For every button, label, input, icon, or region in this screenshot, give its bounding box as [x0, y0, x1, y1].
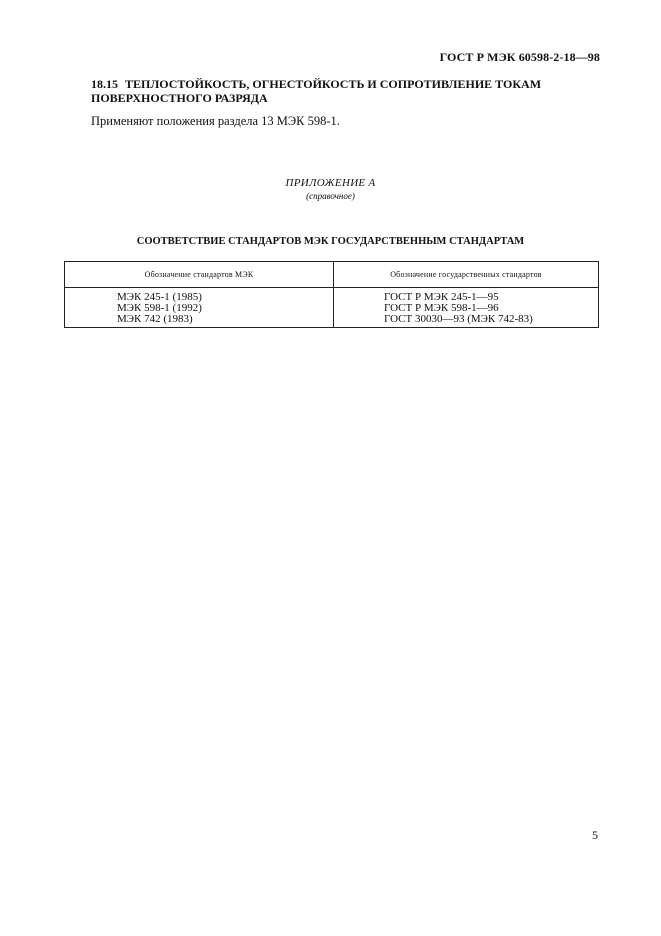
table-title: СООТВЕТСТВИЕ СТАНДАРТОВ МЭК ГОСУДАРСТВЕННЫМ СТАНДАРТАМ	[136, 236, 525, 247]
section-number: 18.15	[91, 77, 118, 91]
national-standards-cell	[334, 288, 599, 328]
section-heading	[91, 77, 561, 105]
page-number: 5	[592, 828, 598, 842]
table-header-row	[65, 262, 599, 288]
iec-standard-item: МЭК 245-1 (1985)	[117, 291, 202, 303]
national-standard-item: ГОСТ Р МЭК 245-1—95	[384, 291, 499, 303]
iec-standard-item: МЭК 742 (1983)	[117, 313, 193, 325]
table-row	[65, 288, 599, 328]
section-title-text: ТЕПЛОСТОЙКОСТЬ, ОГНЕСТОЙКОСТЬ И СОПРОТИВЛЕНИЕ ТОКАМ ПОВЕРХНОСТНОГО РАЗРЯДА	[91, 77, 542, 105]
iec-standards-cell	[65, 288, 334, 328]
section-body-text: Применяют положения раздела 13 МЭК 598-1.	[91, 114, 340, 128]
column-header-national: Обозначение государственных стандартов	[334, 262, 599, 288]
document-code: ГОСТ Р МЭК 60598-2-18—98	[439, 50, 600, 64]
column-header-iec: Обозначение стандартов МЭК	[65, 262, 334, 288]
appendix-note: (справочное)	[306, 191, 355, 201]
appendix-title: ПРИЛОЖЕНИЕ А	[285, 177, 376, 189]
standards-correspondence-table	[64, 261, 599, 328]
iec-standard-item: МЭК 598-1 (1992)	[117, 302, 202, 314]
national-standard-item: ГОСТ 30030—93 (МЭК 742-83)	[384, 313, 533, 325]
national-standard-item: ГОСТ Р МЭК 598-1—96	[384, 302, 499, 314]
